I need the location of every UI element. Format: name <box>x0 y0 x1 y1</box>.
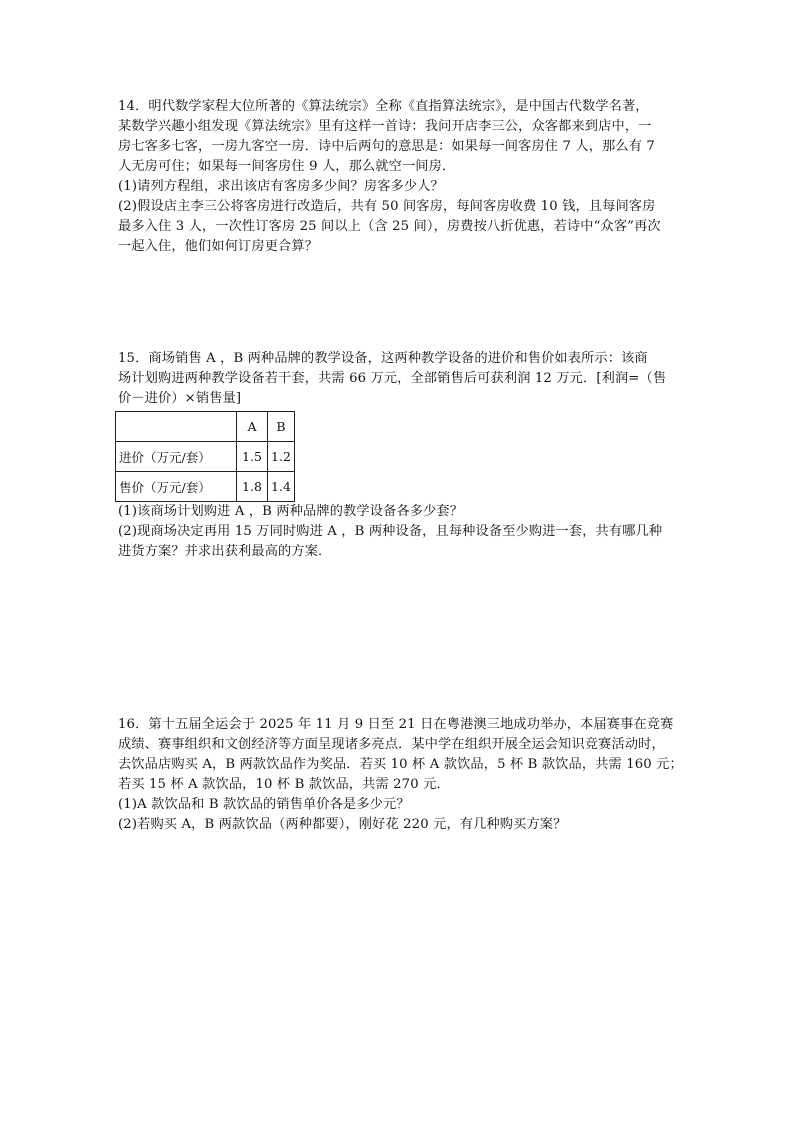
question-15-line: 15．商场销售 A ，B 两种品牌的教学设备，这两种教学设备的进价和售价如表所示：该商 <box>118 351 648 366</box>
question-16-part-2: (2)若购买 A，B 两款饮品（两种都要），刚好花 220 元，有几种购买方案？ <box>118 817 567 832</box>
table-header-cell <box>116 412 237 442</box>
table-header-cell: B <box>268 412 295 442</box>
question-14-line: 一起入住，他们如何订房更合算？ <box>118 239 319 254</box>
question-14 <box>118 97 686 257</box>
question-16 <box>118 715 686 835</box>
question-16-part-1: (1)A 款饮品和 B 款饮品的销售单价各是多少元？ <box>118 797 410 812</box>
question-16-line: 成绩、赛事组织和文创经济等方面呈现诸多亮点．某中学在组织开展全运会知识竞赛活动时， <box>118 737 665 752</box>
question-15-line: 价－进价）×销售量] <box>118 391 242 406</box>
table-header-cell: A <box>237 412 268 442</box>
table-cell: 1.2 <box>268 442 295 472</box>
price-table <box>115 411 295 502</box>
question-16-line: 若买 15 杯 A 款饮品，10 杯 B 款饮品，共需 270 元． <box>118 777 450 792</box>
table-cell: 1.5 <box>237 442 268 472</box>
table-header-row <box>116 412 295 442</box>
table-cell: 1.4 <box>268 472 295 502</box>
question-15-line: 场计划购进两种教学设备若干套，共需 66 万元，全部销售后可获利润 12 万元．[利润=（售 <box>118 371 667 386</box>
table-row <box>116 472 295 502</box>
question-15 <box>118 349 686 562</box>
table-cell: 进价（万元/套） <box>116 442 237 472</box>
question-14-line: 某数学兴趣小组发现《算法统宗》里有这样一首诗：我问开店李三公，众客都来到店中，一 <box>118 119 652 134</box>
question-14-line: 最多入住 3 人，一次性订客房 25 间以上（含 25 间），房费按八折优惠，若诗中“众客”再次 <box>118 219 661 234</box>
question-16-line: 16．第十五届全运会于 2025 年 11 月 9 日至 21 日在粤港澳三地成功举办，本届赛事在竞赛 <box>118 717 674 732</box>
question-14-line: 14．明代数学家程大位所著的《算法统宗》全称《直指算法统宗》，是中国古代数学名著， <box>118 99 649 114</box>
table-cell: 售价（万元/套） <box>116 472 237 502</box>
question-14-line: 房七客多七客，一房九客空一房．诗中后两句的意思是：如果每一间客房住 7 人，那么有 7 <box>118 139 655 154</box>
question-15-line: 进货方案？并求出获利最高的方案． <box>118 544 332 559</box>
question-14-part-1: (1)请列方程组，求出该店有客房多少间？房客多少人？ <box>118 179 444 194</box>
question-15-part-1: (1)该商场计划购进 A ，B 两种品牌的教学设备各多少套？ <box>118 504 464 519</box>
question-16-line: 去饮品店购买 A，B 两款饮品作为奖品．若买 10 杯 A 款饮品，5 杯 B 款饮品，共需 160 元； <box>118 757 683 772</box>
question-15-part-2: (2)现商场决定再用 15 万同时购进 A ，B 两种设备，且每种设备至少购进一套，共有哪几种 <box>118 524 663 539</box>
question-14-part-2: (2)假设店主李三公将客房进行改造后，共有 50 间客房，每间客房收费 10 钱，且每间客房 <box>118 199 656 214</box>
question-14-line: 人无房可住；如果每一间客房住 9 人，那么就空一间房． <box>118 159 456 174</box>
table-row <box>116 442 295 472</box>
table-cell: 1.8 <box>237 472 268 502</box>
